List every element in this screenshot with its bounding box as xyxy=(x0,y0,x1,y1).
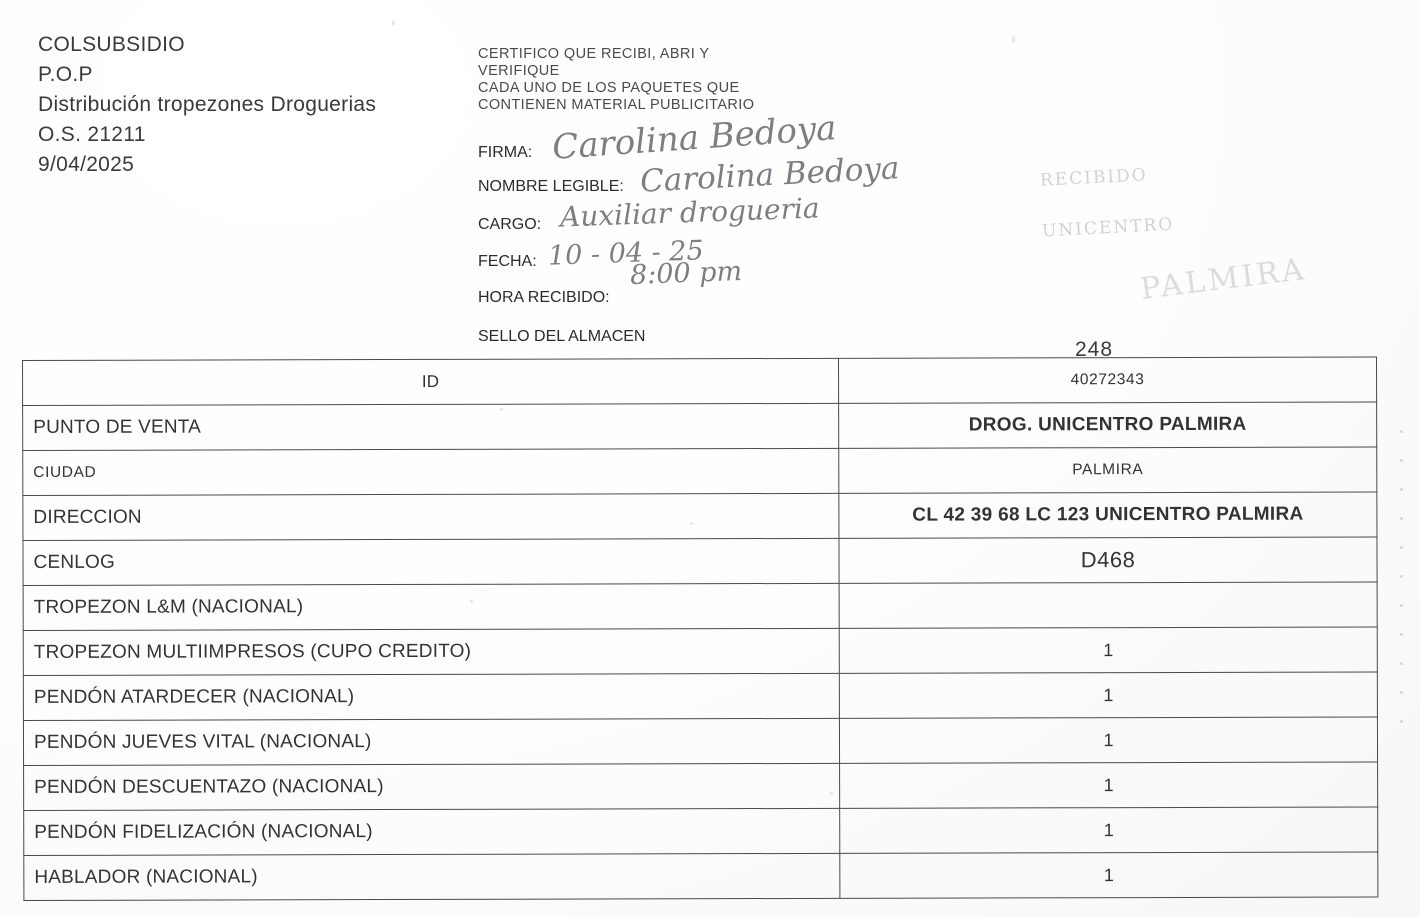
data-table-body xyxy=(23,357,1378,901)
handwriting-nombre: Carolina Bedoya xyxy=(639,150,901,200)
document-date: 9/04/2025 xyxy=(38,153,135,176)
row-label: TROPEZON MULTIIMPRESOS (CUPO CREDITO) xyxy=(23,628,839,675)
row-label: PENDÓN DESCUENTAZO (NACIONAL) xyxy=(24,763,840,810)
field-nombre-legible xyxy=(478,178,624,196)
certificate-line-4: CONTIENEN MATERIAL PUBLICITARIO xyxy=(478,97,755,113)
faint-stamp-palmira: PALMIRA xyxy=(1138,251,1309,308)
row-label: PENDÓN JUEVES VITAL (NACIONAL) xyxy=(23,718,839,765)
faint-stamp-recibido: RECIBIDO xyxy=(1039,165,1149,191)
row-label: DIRECCION xyxy=(23,493,839,540)
certificate-line-2: VERIFIQUE xyxy=(478,63,560,79)
table-row xyxy=(23,402,1377,451)
field-cargo-label: CARGO: xyxy=(478,216,542,233)
certificate-line-1: CERTIFICO QUE RECIBI, ABRI Y xyxy=(478,46,710,62)
field-sello-almacen xyxy=(478,328,645,346)
table-row xyxy=(24,762,1378,811)
document-header-left xyxy=(38,30,458,180)
row-label: HABLADOR (NACIONAL) xyxy=(24,853,840,900)
row-value: PALMIRA xyxy=(839,447,1377,493)
row-label: PENDÓN FIDELIZACIÓN (NACIONAL) xyxy=(24,808,840,855)
paper-speck xyxy=(1012,36,1015,43)
row-label: TROPEZON L&M (NACIONAL) xyxy=(23,583,839,630)
field-fecha xyxy=(478,253,537,271)
pop-label: P.O.P xyxy=(38,63,93,86)
row-value: CL 42 39 68 LC 123 UNICENTRO PALMIRA xyxy=(839,492,1377,538)
stamp-number: 248 xyxy=(1075,338,1114,361)
row-value xyxy=(839,582,1377,628)
field-firma xyxy=(478,144,532,162)
data-table xyxy=(22,356,1378,901)
row-label: PUNTO DE VENTA xyxy=(23,403,839,450)
row-label: CENLOG xyxy=(23,538,839,585)
row-value: 1 xyxy=(840,762,1378,808)
row-value: DROG. UNICENTRO PALMIRA xyxy=(839,402,1377,448)
field-hora-recibido-label: HORA RECIBIDO: xyxy=(478,289,610,306)
faint-stamp-unicentro: UNICENTRO xyxy=(1041,214,1175,242)
distribution-title: Distribución tropezones Droguerias xyxy=(38,93,377,116)
handwriting-fecha: 10 - 04 - 25 xyxy=(547,235,705,272)
data-table-wrapper xyxy=(22,356,1378,901)
field-nombre-legible-label: NOMBRE LEGIBLE: xyxy=(478,178,624,195)
field-firma-label: FIRMA: xyxy=(478,144,533,161)
row-value: D468 xyxy=(839,537,1377,583)
table-row xyxy=(23,582,1377,631)
table-row xyxy=(23,717,1377,766)
row-label: ID xyxy=(23,358,839,405)
row-value: 1 xyxy=(840,807,1378,853)
order-number: O.S. 21211 xyxy=(38,123,146,146)
company-name: COLSUBSIDIO xyxy=(38,33,185,56)
table-row xyxy=(24,807,1378,856)
handwriting-hora: 8:00 pm xyxy=(629,256,743,291)
paper-speck xyxy=(392,20,395,26)
field-cargo xyxy=(478,216,541,234)
handwriting-cargo: Auxiliar drogueria xyxy=(559,191,821,234)
row-label: CIUDAD xyxy=(23,448,839,495)
table-row xyxy=(23,672,1377,721)
row-value: 40272343 xyxy=(838,357,1376,403)
table-row xyxy=(24,852,1378,901)
field-sello-almacen-label: SELLO DEL ALMACEN xyxy=(478,328,646,345)
handwriting-firma: Carolina Bedoya xyxy=(550,108,838,168)
certificate-line-3: CADA UNO DE LOS PAQUETES QUE xyxy=(478,80,740,96)
field-fecha-label: FECHA: xyxy=(478,253,537,270)
row-value: 1 xyxy=(840,852,1378,898)
field-hora-recibido xyxy=(478,289,610,307)
table-row xyxy=(23,447,1377,496)
row-value: 1 xyxy=(839,672,1377,718)
table-row xyxy=(23,492,1377,541)
certificate-block xyxy=(478,46,1038,114)
row-value: 1 xyxy=(839,627,1377,673)
table-row xyxy=(23,537,1377,586)
table-row xyxy=(23,627,1377,676)
scan-edge-marks xyxy=(1400,430,1414,749)
row-value: 1 xyxy=(839,717,1377,763)
table-row xyxy=(23,357,1377,406)
row-label: PENDÓN ATARDECER (NACIONAL) xyxy=(23,673,839,720)
